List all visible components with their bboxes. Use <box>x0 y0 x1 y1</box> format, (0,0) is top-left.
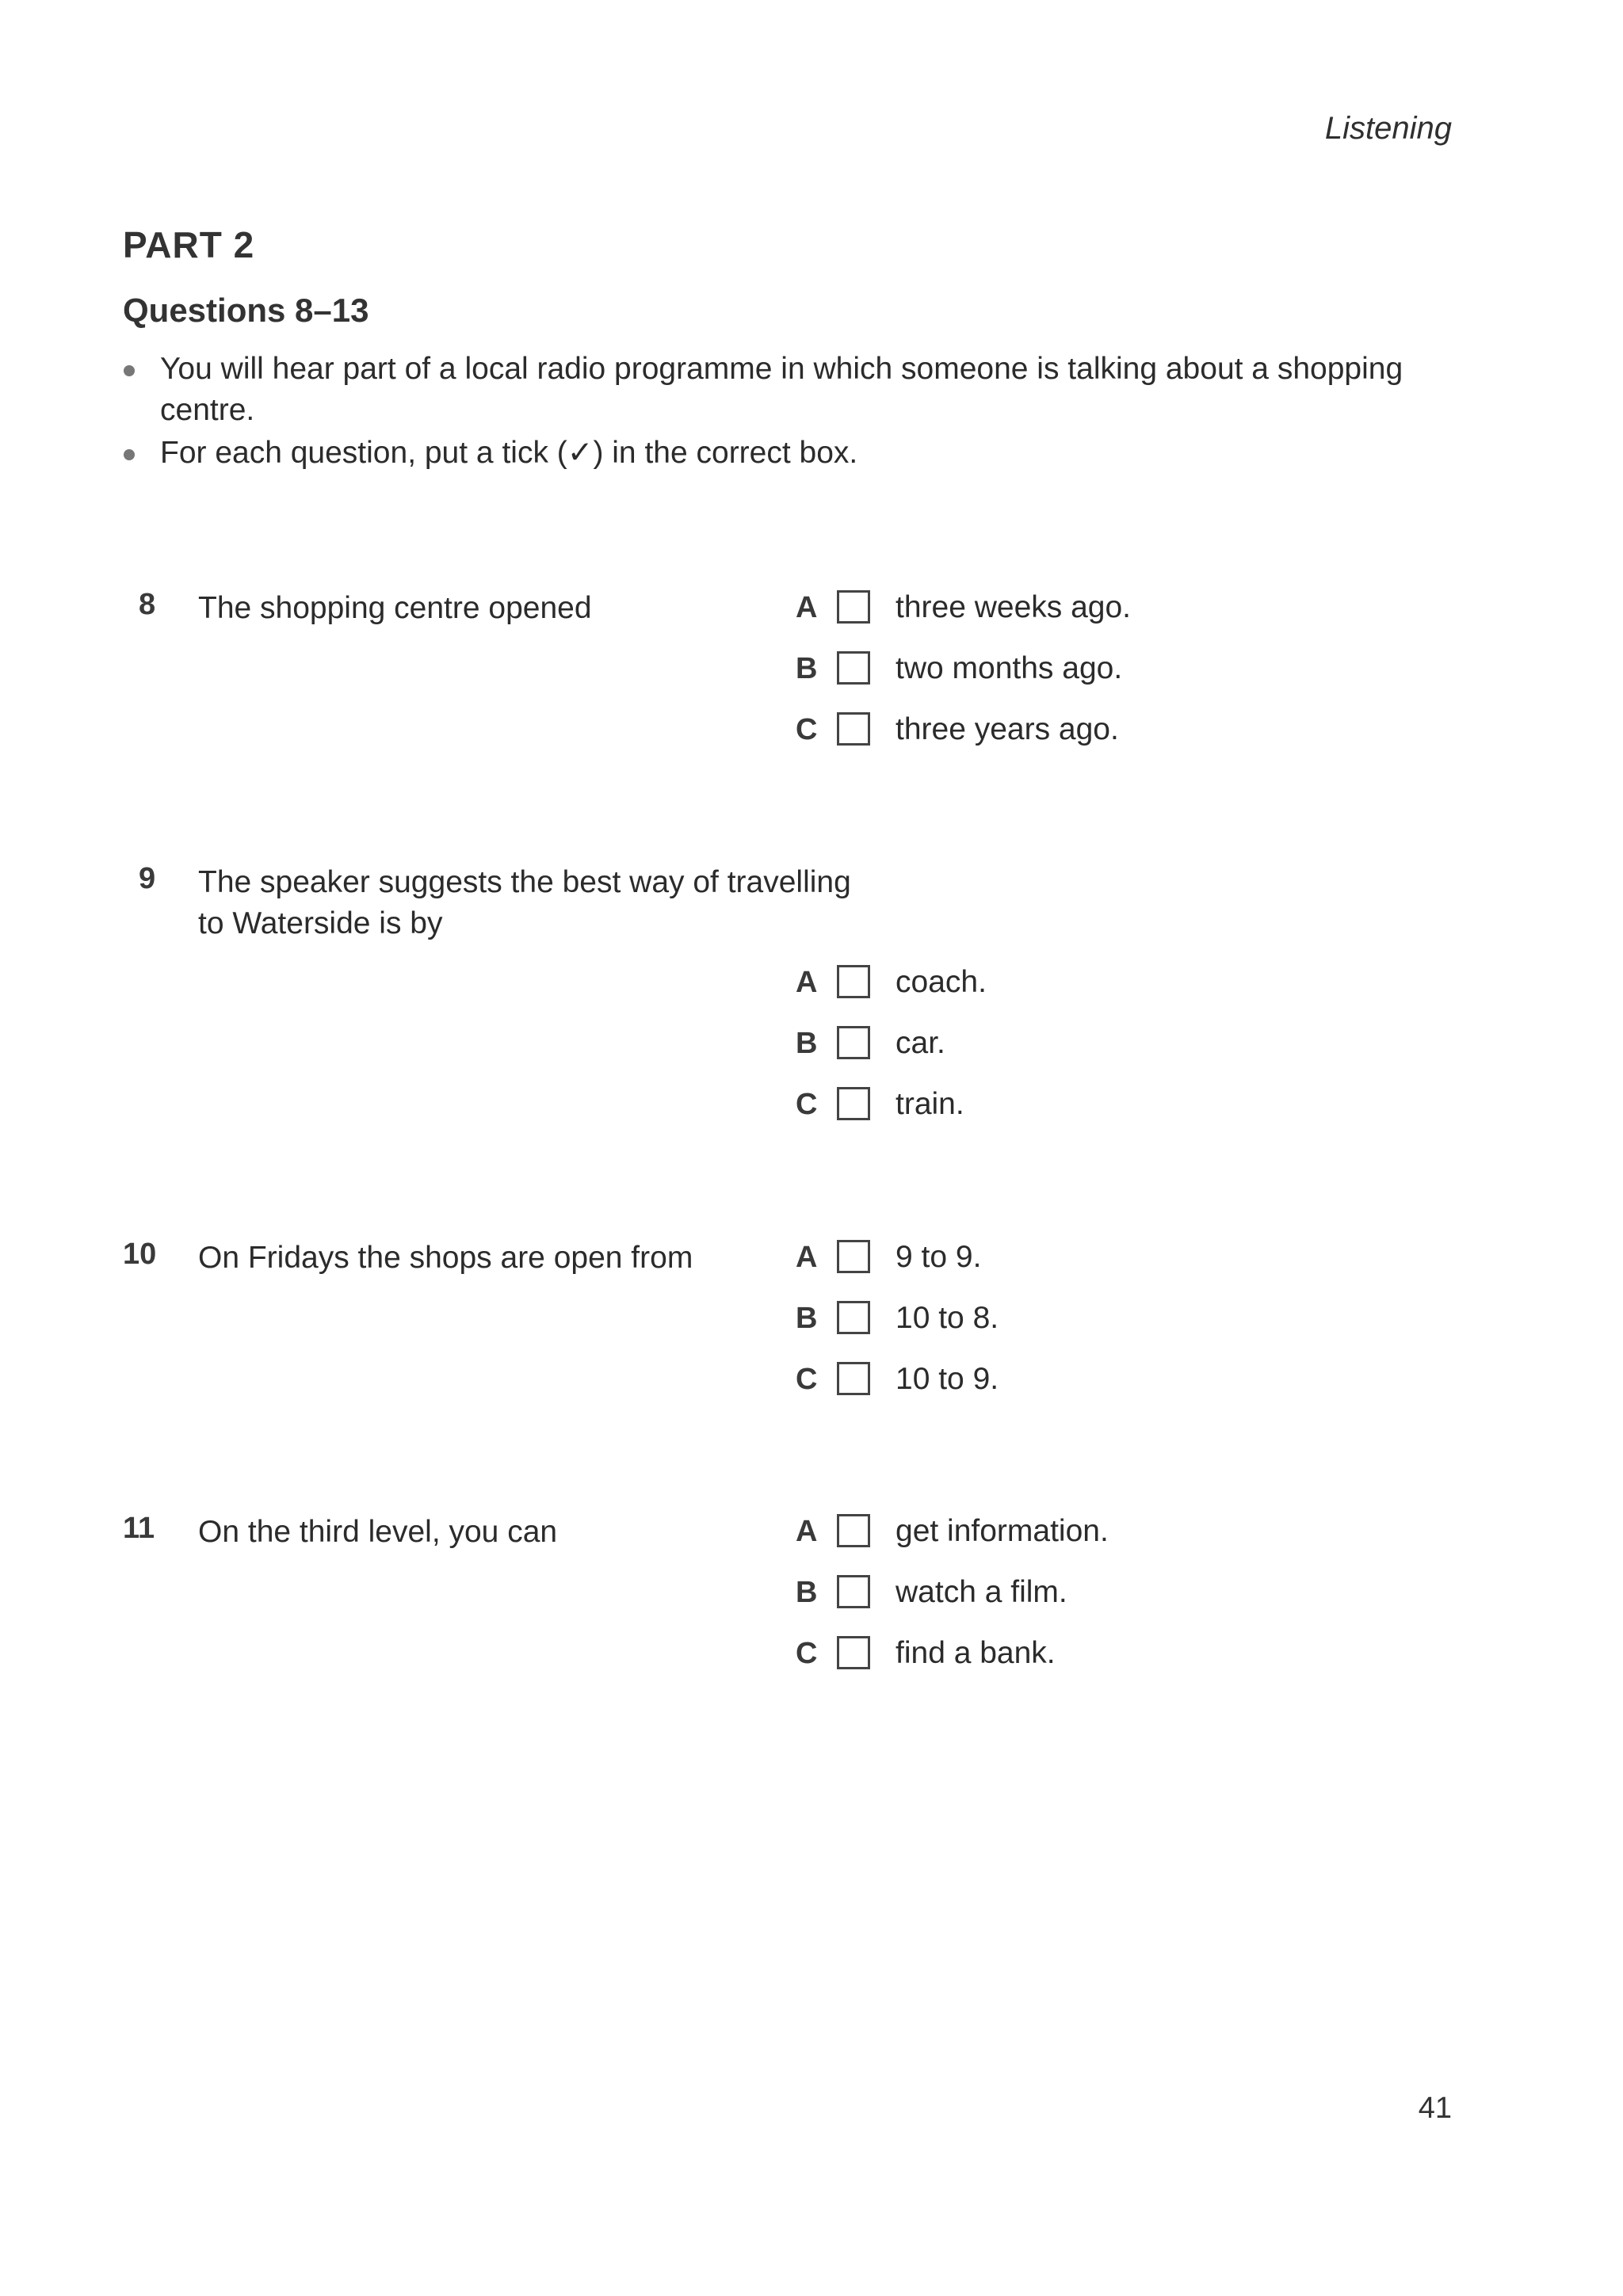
option-text: three weeks ago. <box>896 590 1132 624</box>
option-a <box>792 1512 1426 1551</box>
option-letter: A <box>796 1515 818 1548</box>
tick-box[interactable] <box>837 651 870 685</box>
option-letter: C <box>796 1088 818 1121</box>
tick-box[interactable] <box>837 1301 870 1334</box>
question-number: 8 <box>139 588 156 621</box>
option-b <box>792 1299 1426 1338</box>
option-text: three years ago. <box>896 712 1119 746</box>
option-letter: C <box>796 1363 818 1396</box>
question-text: The speaker suggests the best way of travelling to Waterside is by <box>198 865 851 940</box>
part-title: PART 2 <box>123 224 255 265</box>
tick-box[interactable] <box>837 1575 870 1608</box>
question-number: 11 <box>123 1512 155 1545</box>
question-text: On the third level, you can <box>198 1515 558 1549</box>
option-c <box>792 1085 1426 1124</box>
option-b <box>792 649 1426 688</box>
question-text: The shopping centre opened <box>198 591 592 625</box>
tick-box[interactable] <box>837 1240 870 1273</box>
page-number: 41 <box>1418 2092 1452 2125</box>
questions-range-heading: Questions 8–13 <box>123 292 369 329</box>
section-label: Listening <box>1324 111 1452 146</box>
option-letter: C <box>796 713 818 746</box>
option-a <box>792 588 1426 627</box>
option-text: find a bank. <box>896 1636 1056 1670</box>
tick-box[interactable] <box>837 1026 870 1059</box>
instruction-text: For each question, put a tick (✓) in the correct box. <box>160 436 858 470</box>
option-letter: A <box>796 591 818 624</box>
tick-box[interactable] <box>837 712 870 746</box>
option-text: two months ago. <box>896 651 1123 685</box>
option-text: coach. <box>896 965 987 999</box>
option-letter: B <box>796 1576 818 1609</box>
bullet-icon <box>124 365 135 376</box>
option-letter: B <box>796 652 818 685</box>
instruction-text: You will hear part of a local radio programme in which someone is talking about a shopping centre. <box>160 352 1403 427</box>
instruction-item <box>119 349 1450 431</box>
question-text: On Fridays the shops are open from <box>198 1241 693 1275</box>
option-b <box>792 1024 1426 1063</box>
option-letter: A <box>796 966 818 999</box>
option-text: train. <box>896 1087 964 1121</box>
option-letter: A <box>796 1241 818 1274</box>
tick-box[interactable] <box>837 1514 870 1547</box>
bullet-icon <box>124 449 135 460</box>
option-a <box>792 963 1426 1002</box>
option-text: 9 to 9. <box>896 1240 982 1274</box>
option-text: car. <box>896 1026 945 1060</box>
instruction-item <box>119 433 1450 474</box>
option-text: get information. <box>896 1514 1109 1548</box>
option-letter: C <box>796 1637 818 1670</box>
option-text: watch a film. <box>896 1575 1067 1609</box>
option-c <box>792 1634 1426 1673</box>
option-text: 10 to 8. <box>896 1301 999 1335</box>
tick-box[interactable] <box>837 1087 870 1120</box>
option-c <box>792 710 1426 749</box>
tick-box[interactable] <box>837 1636 870 1669</box>
option-b <box>792 1573 1426 1612</box>
question-number: 10 <box>123 1238 157 1271</box>
option-a <box>792 1238 1426 1277</box>
question-number: 9 <box>139 862 156 895</box>
option-c <box>792 1360 1426 1399</box>
option-text: 10 to 9. <box>896 1362 999 1396</box>
option-letter: B <box>796 1027 818 1060</box>
option-letter: B <box>796 1302 818 1335</box>
instructions-list <box>119 349 1450 475</box>
tick-box[interactable] <box>837 590 870 624</box>
tick-box[interactable] <box>837 1362 870 1395</box>
tick-box[interactable] <box>837 965 870 998</box>
